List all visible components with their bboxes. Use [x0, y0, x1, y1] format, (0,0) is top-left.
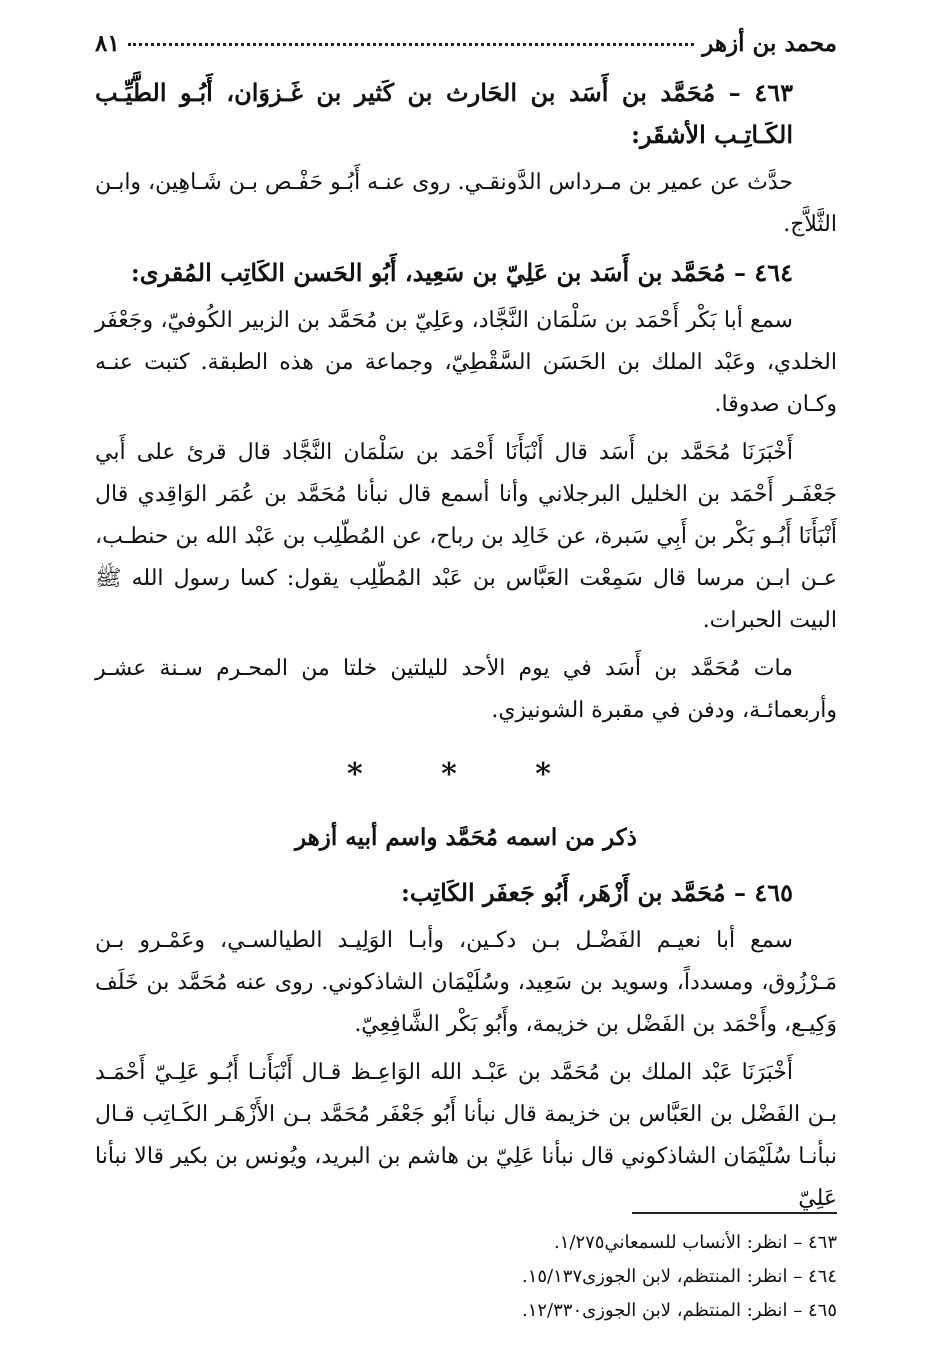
- entry-465-heading: ٤٦٥ – مُحَمَّد بن أَزْهَر، أَبُو جَعفَر الكَاتِب:: [400, 878, 793, 907]
- entry-465-paragraph-2: أَخْبَرَنَا عَبْد الملك بن مُحَمَّد بن عَبْـد الله الوَاعِـظ قـال أَنْبَأَنـا أَبُـو عَلِـيّ أَحْمَـد بـن الفَضْل بن العَبَّاس بن خزيمة قال نبأنا أَبُو جَعْفَر مُحَمَّد بـن الأَزْهَـر الكَـاتِب قـال نبأنـا سُلَيْمَان الشاذكوني قال نبأنا عَلِيّ بن هاشم بن البريد، ويُونس بن بكير قالا نبأنا عَلِيّ: [95, 1060, 837, 1211]
- entry-464-paragraph-2: أَخْبَرَنَا مُحَمَّد بن أَسَد قال أَنْبَأَنَا أَحْمَد بن سَلْمَان النَّجَّاد قال قرئ على أَبي جَعْفَـر أَحْمَد بن الخليل البرجلاني وأنا أسمع قال نبأنا مُحَمَّد بن عُمَر الوَاقِدي قال أَنْبَأَنَا أَبُـو بَكْر بن أَبِي سَبرة، عن خَالِد بن رباح، عن المُطّلِب بن عَبْد الله بن حنطـب، عـن ابـن مرسا قال سَمِعْت العَبَّاس بن عَبْد المُطّلِب يقول: كسا رسول الله ﷺ البيت الحبرات.: [95, 440, 837, 633]
- entry-464-heading: ٤٦٤ – مُحَمَّد بن أَسَد بن عَلِيّ بن سَعِيد، أَبُو الحَسن الكَاتِب المُقرى:: [130, 258, 793, 287]
- section-separator: * * *: [347, 757, 585, 792]
- running-head-title: محمد بن أزهر: [702, 30, 837, 57]
- entry-463-paragraph: حدَّث عن عمير بن مـرداس الدَّونقـي. روى عنـه أَبُـو حَفْـص بـن شَـاهِين، وابـن الثَّلاَّج.: [95, 170, 837, 237]
- footnote-463: ٤٦٣ – انظر: الأنساب للسمعاني١/٢٧٥.: [553, 1232, 837, 1253]
- footnote-rule: [632, 1212, 837, 1214]
- footnote-465: ٤٦٥ – انظر: المنتظم، لابن الجوزى١٢/٣٣٠.: [521, 1300, 837, 1321]
- page-body: [95, 30, 837, 1226]
- footnote-464: ٤٦٤ – انظر: المنتظم، لابن الجوزى١٥/١٣٧.: [521, 1266, 837, 1287]
- entry-464-paragraph-3: مات مُحَمَّد بن أَسَد في يوم الأحد لليلتين خلتا من المحـرم سـنة عشـر وأربعمائـة، ودفن في مقبرة الشونيزي.: [95, 656, 837, 723]
- running-head-dot-leader: [128, 43, 695, 46]
- entry-463-heading: ٤٦٣ – مُحَمَّد بن أَسَد بن الحَارث بن كَثير بن غَـزوَان، أَبُـو الطَّيِّـب الكَـاتِـب الأشقَر:: [95, 78, 793, 149]
- entry-464-paragraph-1: سمع أبا بَكْر أَحْمَد بن سَلْمَان النَّجَّاد، وعَلِيّ بن مُحَمَّد بن الزبير الكُوفيّ، وجَعْفَر الخلدي، وعَبْد الملك بن الحَسَن السَّقْطِيّ، وجماعة من هذه الطبقة. كتبت عنـه وكـان صدوقا.: [95, 308, 837, 417]
- running-head: [95, 30, 837, 72]
- footnotes: [95, 1212, 837, 1328]
- page-number: ٨١: [95, 30, 120, 57]
- section-title: ذكر من اسمه مُحَمَّد واسم أبيه أزهر: [294, 824, 638, 851]
- entry-465-paragraph-1: سمع أبا نعيـم الفَضْـل بـن دكـين، وأبـا الوَلِيـد الطيالسـي، وعَمْـرو بـن مَـرْزُوق، ومسدداً، وسويد بن سَعِيد، وسُلَيْمَان الشاذكوني. روى عنه مُحَمَّد بن خَلَف وَكِيـع، وأَحْمَد بن الفَضْل بن خزيمة، وأَبُو بَكْر الشَّافِعِيّ.: [95, 928, 837, 1037]
